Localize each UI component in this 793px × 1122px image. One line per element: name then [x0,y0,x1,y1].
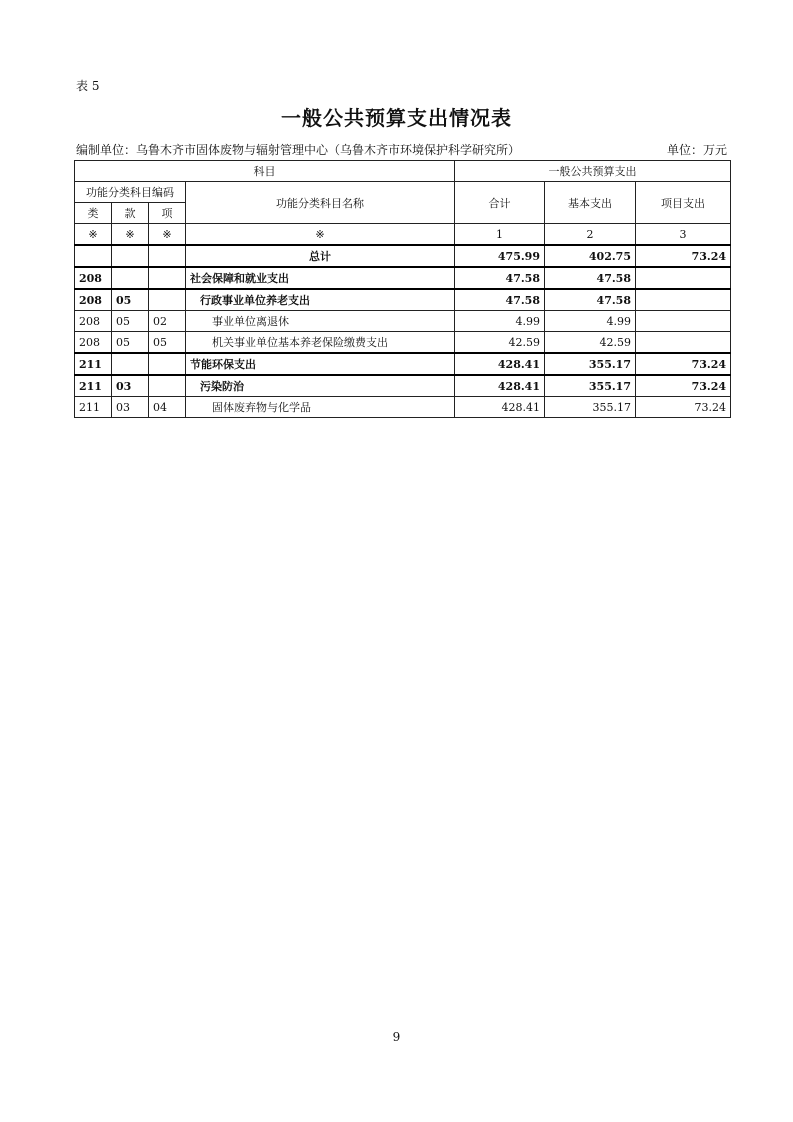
cell-kuan [112,245,149,267]
cell-name: 机关事业单位基本养老保险缴费支出 [186,332,455,354]
cell-project [636,267,731,289]
cell-kuan [112,353,149,375]
budget-table [74,160,731,418]
header-basic: 基本支出 [545,182,636,224]
header-project: 项目支出 [636,182,731,224]
page-title: 一般公共预算支出情况表 [281,106,512,130]
cell-name: 行政事业单位养老支出 [186,289,455,311]
cell-lei: 208 [75,267,112,289]
meta-row [76,141,727,158]
cell-kuan: 05 [112,289,149,311]
marker-kuan: ※ [112,224,149,246]
cell-name: 污染防治 [186,375,455,397]
cell-total: 42.59 [455,332,545,354]
table-row [75,289,731,311]
col-index-2: 2 [545,224,636,246]
cell-kuan [112,267,149,289]
cell-project [636,311,731,332]
header-code-group: 功能分类科目编码 [75,182,186,203]
cell-lei: 211 [75,353,112,375]
cell-basic: 355.17 [545,375,636,397]
cell-total: 428.41 [455,353,545,375]
cell-xiang [149,289,186,311]
cell-project: 73.24 [636,353,731,375]
header-kuan: 款 [112,203,149,224]
marker-name: ※ [186,224,455,246]
marker-lei: ※ [75,224,112,246]
cell-basic: 355.17 [545,397,636,418]
cell-total: 47.58 [455,289,545,311]
header-lei: 类 [75,203,112,224]
cell-basic: 42.59 [545,332,636,354]
cell-name: 节能环保支出 [186,353,455,375]
cell-basic: 47.58 [545,289,636,311]
cell-basic: 47.58 [545,267,636,289]
cell-project: 73.24 [636,375,731,397]
cell-name: 事业单位离退休 [186,311,455,332]
unit-label: 单位：万元 [666,143,727,157]
cell-total: 428.41 [455,397,545,418]
cell-lei: 208 [75,289,112,311]
header-budget-group: 一般公共预算支出 [455,161,731,182]
cell-xiang: 02 [149,311,186,332]
cell-total: 428.41 [455,375,545,397]
cell-total: 475.99 [455,245,545,267]
cell-xiang [149,245,186,267]
cell-lei: 211 [75,375,112,397]
col-index-3: 3 [636,224,731,246]
org-label: 编制单位：乌鲁木齐市固体废物与辐射管理中心（乌鲁木齐市环境保护科学研究所） [76,143,521,157]
cell-total: 47.58 [455,267,545,289]
cell-project [636,332,731,354]
cell-name: 社会保障和就业支出 [186,267,455,289]
table-row [75,332,731,354]
table-row-total [75,245,731,267]
cell-xiang [149,267,186,289]
cell-project: 73.24 [636,245,731,267]
cell-name: 固体废弃物与化学品 [186,397,455,418]
cell-xiang [149,375,186,397]
marker-xiang: ※ [149,224,186,246]
table-row [75,353,731,375]
header-name: 功能分类科目名称 [186,182,455,224]
cell-lei: 211 [75,397,112,418]
cell-kuan: 05 [112,332,149,354]
header-row-2 [75,182,731,203]
header-total: 合计 [455,182,545,224]
table-row [75,267,731,289]
table-row [75,311,731,332]
header-subject: 科目 [75,161,455,182]
table-row [75,397,731,418]
cell-basic: 4.99 [545,311,636,332]
header-row-1 [75,161,731,182]
cell-project: 73.24 [636,397,731,418]
cell-xiang: 04 [149,397,186,418]
cell-kuan: 05 [112,311,149,332]
page-number: 9 [392,1030,401,1044]
header-row-4 [75,224,731,246]
cell-lei: 208 [75,332,112,354]
cell-xiang [149,353,186,375]
table-row [75,375,731,397]
cell-basic: 402.75 [545,245,636,267]
header-xiang: 项 [149,203,186,224]
cell-total: 4.99 [455,311,545,332]
cell-basic: 355.17 [545,353,636,375]
cell-name: 总计 [186,245,455,267]
col-index-1: 1 [455,224,545,246]
cell-kuan: 03 [112,397,149,418]
cell-kuan: 03 [112,375,149,397]
cell-project [636,289,731,311]
cell-lei [75,245,112,267]
cell-xiang: 05 [149,332,186,354]
table-label: 表 5 [76,79,100,93]
cell-lei: 208 [75,311,112,332]
